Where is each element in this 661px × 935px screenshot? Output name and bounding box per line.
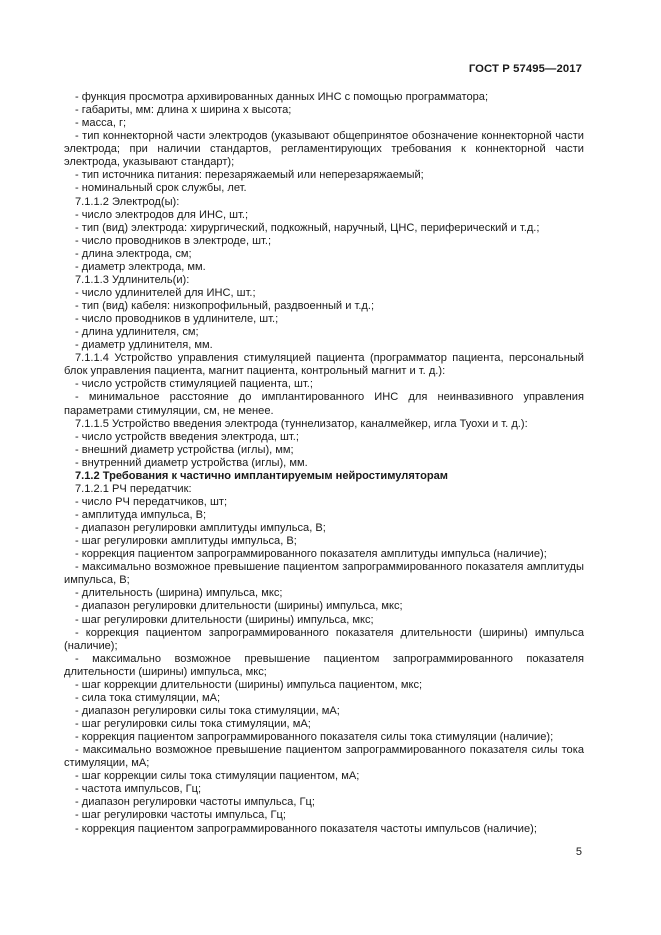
page-number: 5 (575, 846, 582, 858)
body-line: - шаг регулировки частоты импульса, Гц; (75, 809, 286, 822)
body-line: - коррекция пациентом запрограммированного показателя силы тока стимуляции (наличие); (75, 731, 554, 744)
body-line: - диаметр удлинителя, мм. (75, 339, 213, 352)
body-line: - диапазон регулировки длительности (ширины) импульса, мкс; (75, 600, 403, 613)
section-heading: 7.1.2.1 РЧ передатчик: (75, 482, 192, 495)
body-line: - шаг регулировки длительности (ширины) импульса, мкс; (75, 613, 374, 626)
body-line: - число проводников в электроде, шт.; (75, 234, 272, 247)
section-heading: 7.1.1.5 Устройство введения электрода (туннелизатор, каналмейкер, игла Туохи и т. д.): (75, 417, 528, 430)
body-line: - длительность (ширина) импульса, мкс; (75, 587, 283, 600)
body-line: - коррекция пациентом запрограммированного показателя амплитуды импульса (наличие); (75, 548, 547, 561)
body-line: - длина электрода, см; (75, 247, 192, 260)
body-line: - диапазон регулировки силы тока стимуляции, мА; (75, 704, 340, 717)
body-line: - внутренний диаметр устройства (иглы), мм. (75, 456, 308, 469)
document-body (64, 91, 584, 836)
body-line: - шаг регулировки силы тока стимуляции, мА; (75, 718, 311, 730)
body-line: - тип (вид) электрода: хирургический, подкожный, наручный, ЦНС, периферический и т.д.; (75, 221, 540, 234)
subsection-title: 7.1.2 Требования к частично имплантируемым нейростимуляторам (75, 469, 449, 482)
body-line: - сила тока стимуляции, мА; (75, 691, 221, 704)
body-line: - диаметр электрода, мм. (75, 260, 206, 273)
section-heading: 7.1.1.2 Электрод(ы): (75, 195, 180, 208)
body-line: - число устройств стимуляцией пациента, шт.; (75, 378, 313, 391)
body-line: - тип (вид) кабеля: низкопрофильный, раздвоенный и т.д.; (75, 300, 375, 312)
body-line: - максимально возможное превышение пациентом запрограммированного показателя амплитуды импульса, В; (64, 561, 584, 587)
document-code-header: ГОСТ Р 57495—2017 (468, 63, 582, 75)
body-line: - шаг регулировки амплитуды импульса, В; (75, 535, 297, 548)
body-line: - диапазон регулировки амплитуды импульса, В; (75, 522, 326, 535)
body-line: - максимально возможное превышение пациентом запрограммированного показателя силы тока стимуляции, мА; (64, 744, 584, 770)
body-line: - шаг коррекции длительности (ширины) импульса пациентом, мкс; (75, 678, 423, 691)
body-line: - функция просмотра архивированных данных ИНС с помощью программатора; (75, 91, 489, 103)
body-line: - амплитуда импульса, В; (75, 509, 207, 521)
body-line: - коррекция пациентом запрограммированного показателя частоты импульсов (наличие); (75, 822, 537, 835)
body-line: - тип источника питания: перезаряжаемый или неперезаряжаемый; (75, 169, 424, 182)
body-line: - число устройств введения электрода, шт.; (75, 430, 299, 443)
body-line: - длина удлинителя, см; (75, 326, 199, 339)
body-line: - номинальный срок службы, лет. (75, 182, 247, 195)
body-line: - число удлинителей для ИНС, шт.; (75, 286, 256, 299)
body-line: - габариты, мм: длина х ширина х высота; (75, 104, 292, 117)
body-line: - масса, г; (75, 117, 127, 130)
body-line: - число электродов для ИНС, шт.; (75, 208, 249, 221)
body-line: - тип коннекторной части электродов (указывают общепринятое обозначение коннекторной части электрода; при наличии стандартов, регламентирующих требования к коннекторной части электрода, указывают стандарт); (64, 130, 584, 169)
body-line: - число РЧ передатчиков, шт; (75, 495, 228, 508)
body-line: - шаг коррекции силы тока стимуляции пациентом, мА; (75, 770, 360, 783)
section-heading: 7.1.1.3 Удлинитель(и): (75, 273, 190, 286)
body-line: - внешний диаметр устройства (иглы), мм; (75, 443, 294, 456)
body-line: - число проводников в удлинителе, шт.; (75, 313, 279, 326)
section-heading: 7.1.1.4 Устройство управления стимуляцией пациента (программатор пациента, персональный блок управления пациента, магнит пациента, контрольный магнит и т. д.): (64, 352, 584, 378)
body-line: - частота импульсов, Гц; (75, 783, 202, 796)
body-line: - минимальное расстояние до имплантированного ИНС для неинвазивного управления параметрами стимуляции, см, не менее. (64, 391, 584, 417)
body-line: - диапазон регулировки частоты импульса, Гц; (75, 796, 315, 809)
body-line: - максимально возможное превышение пациентом запрограммированного показателя длительности (ширины) импульса, мкс; (64, 652, 584, 678)
body-line: - коррекция пациентом запрограммированного показателя длительности (ширины) импульса (наличие); (64, 626, 584, 652)
